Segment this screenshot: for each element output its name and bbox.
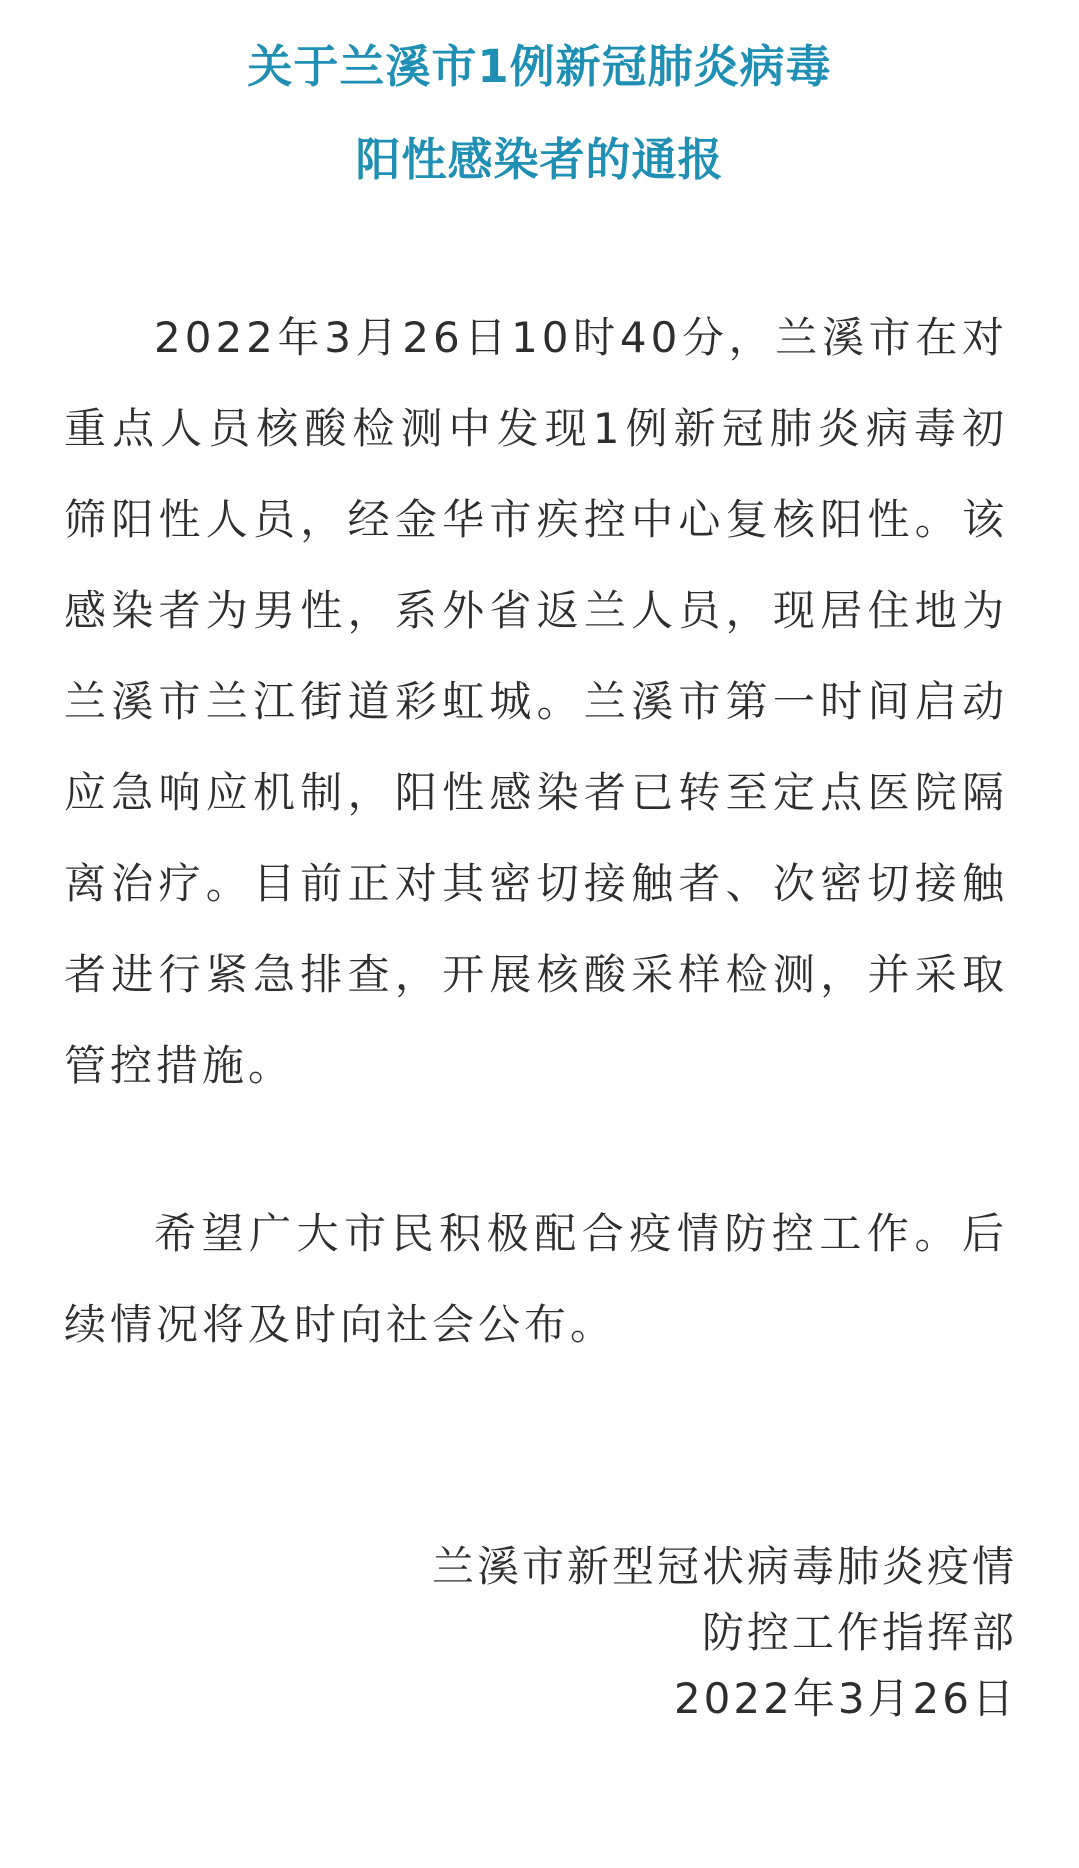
notice-title-line-1: 关于兰溪市1例新冠肺炎病毒 (247, 40, 832, 93)
issuer-line-1: 兰溪市新型冠状病毒肺炎疫情 (431, 1542, 1017, 1591)
body-paragraph-1: 2022年3月26日10时40分，兰溪市在对重点人员核酸检测中发现1例新冠肺炎病毒初筛阳性人员，经金华市疾控中心复核阳性。该感染者为男性，系外省返兰人员，现居住地为兰溪市兰江街道彩虹城。兰溪市第一时间启动应急响应机制，阳性感染者已转至定点医院隔离治疗。目前正对其密切接触者、次密切接触者进行紧急排查，开展核酸采样检测，并采取管控措施。 (64, 313, 1008, 1090)
body-paragraph-2: 希望广大市民积极配合疫情防控工作。后续情况将及时向社会公布。 (64, 1209, 1008, 1349)
issue-date: 2022年3月26日 (673, 1674, 1017, 1723)
issuer-line-2: 防控工作指挥部 (701, 1608, 1017, 1657)
signature-block (432, 1534, 1017, 1732)
notice-title-line-2: 阳性感染者的通报 (355, 133, 724, 186)
